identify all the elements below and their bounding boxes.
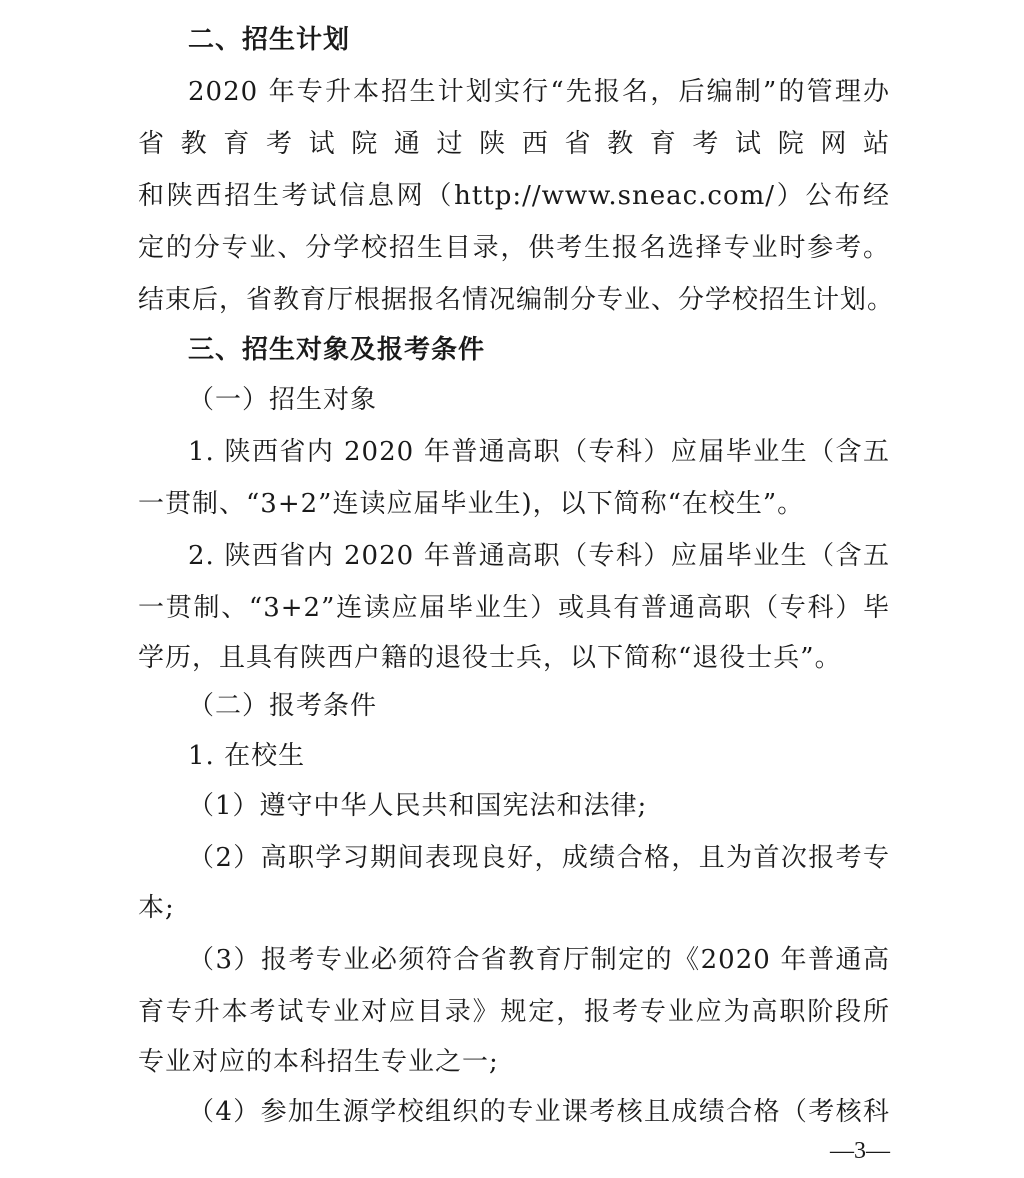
- requirement-item-line: 专业对应的本科招生专业之一;: [138, 1047, 499, 1077]
- section-heading-eligibility: 三、招生对象及报考条件: [188, 335, 486, 365]
- requirement-item-line: （3）报考专业必须符合省教育厅制定的《2020 年普通高: [188, 945, 890, 975]
- subsection-heading-enrollment-targets: （一）招生对象: [188, 385, 378, 415]
- paragraph-line-with-link: 省教育考试院通过陕西省教育考试院网站: [138, 129, 890, 159]
- requirement-item-line: 本;: [138, 893, 175, 923]
- paragraph-line: 结束后，省教育厅根据报名情况编制分专业、分学校招生计划。: [138, 285, 895, 315]
- requirement-item-line: （2）高职学习期间表现良好，成绩合格，且为首次报考专: [188, 843, 890, 873]
- list-item-line: 一贯制、“3+2”连读应届毕业生)，以下简称“在校生”。: [138, 489, 805, 519]
- requirement-item-line: 育专升本考试专业对应目录》规定，报考专业应为高职阶段所: [138, 997, 890, 1027]
- list-item-line: 2. 陕西省内 2020 年普通高职（专科）应届毕业生（含五: [188, 541, 890, 571]
- subsection-heading-requirements: （二）报考条件: [188, 691, 378, 721]
- requirement-item-line: （4）参加生源学校组织的专业课考核且成绩合格（考核科: [188, 1097, 890, 1127]
- list-item-line: 一贯制、“3+2”连读应届毕业生）或具有普通高职（专科）毕: [138, 593, 890, 623]
- page-number: —3—: [830, 1138, 890, 1164]
- section-heading-enrollment-plan: 二、招生计划: [188, 25, 351, 55]
- paragraph-line-with-link: 和陕西招生考试信息网（http://www.sneac.com/）公布经: [138, 181, 890, 211]
- paragraph-line: 定的分专业、分学校招生目录，供考生报名选择专业时参考。: [138, 233, 890, 263]
- list-item-line: 学历，且具有陕西户籍的退役士兵，以下简称“退役士兵”。: [138, 643, 842, 673]
- requirement-item-line: （1）遵守中华人民共和国宪法和法律;: [188, 791, 648, 821]
- requirement-category: 1. 在校生: [188, 741, 306, 771]
- list-item-line: 1. 陕西省内 2020 年普通高职（专科）应届毕业生（含五: [188, 437, 890, 467]
- paragraph-line: 2020 年专升本招生计划实行“先报名，后编制”的管理办: [188, 77, 890, 107]
